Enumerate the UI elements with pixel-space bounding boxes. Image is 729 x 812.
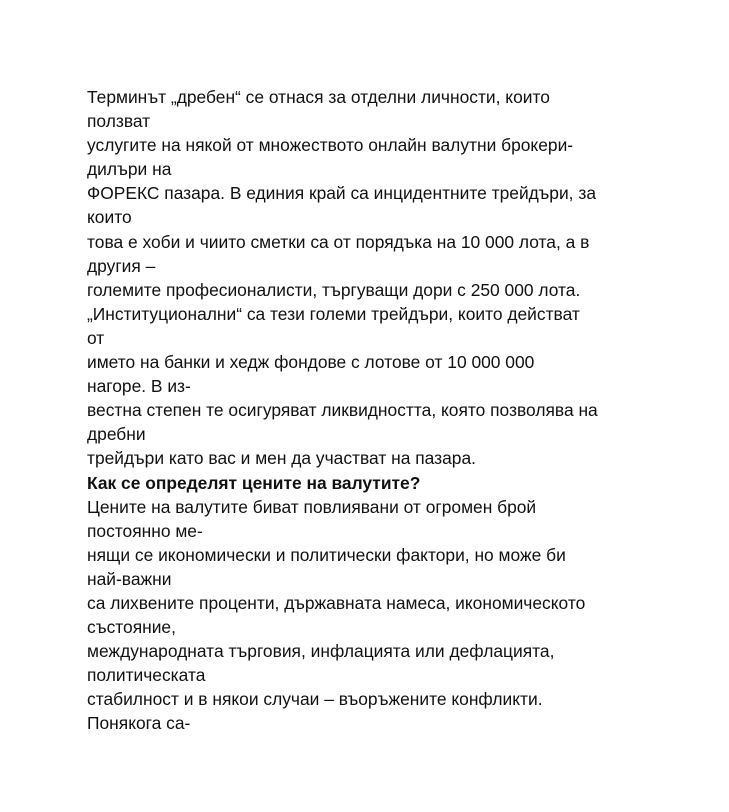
text-line: международната търговия, инфлацията или дефлацията, bbox=[87, 641, 555, 662]
text-line: Терминът „дребен“ се отнася за отделни личности, които bbox=[87, 87, 550, 107]
text-line: политическата bbox=[87, 665, 206, 686]
text-line: които bbox=[87, 207, 132, 228]
document-page bbox=[87, 85, 647, 736]
section-heading: Как се определят цените на валутите? bbox=[87, 472, 421, 493]
text-line: това е хоби и чиито сметки са от порядъка на 10 000 лота, а в bbox=[87, 231, 590, 252]
text-line: дилъри на bbox=[87, 159, 172, 180]
text-line: Понякога са- bbox=[87, 713, 191, 734]
text-line: ФОРЕКС пазара. В единия край са инцидентните трейдъри, за bbox=[87, 183, 596, 204]
text-line: Цените на валутите биват повлиявани от огромен брой bbox=[87, 496, 537, 517]
text-line: нагоре. В из- bbox=[87, 376, 191, 397]
text-line: услугите на някой от множеството онлайн валутни брокери- bbox=[87, 135, 574, 156]
text-line: са лихвените проценти, държавната намеса, икономическото bbox=[87, 592, 586, 613]
text-line: състояние, bbox=[87, 617, 176, 638]
text-line: стабилност и в някои случаи – въоръжените конфликти. bbox=[87, 689, 543, 710]
text-line: големите професионалисти, търгуващи дори с 250 000 лота. bbox=[87, 279, 581, 300]
text-line: от bbox=[87, 327, 105, 348]
text-line: трейдъри като вас и мен да участват на пазара. bbox=[87, 448, 476, 469]
text-line: името на банки и хедж фондове с лотове от 10 000 000 bbox=[87, 352, 535, 373]
text-line: ползват bbox=[87, 111, 151, 132]
text-line: нящи се икономически и политически фактори, но може би bbox=[87, 544, 566, 565]
text-line: най-важни bbox=[87, 568, 172, 589]
text-line: „Институционални“ са тези големи трейдъри, които действат bbox=[87, 303, 580, 324]
text-line: дребни bbox=[87, 424, 146, 445]
text-line: вестна степен те осигуряват ликвидността, която позволява на bbox=[87, 400, 598, 421]
text-line: постоянно ме- bbox=[87, 520, 203, 541]
text-line: другия – bbox=[87, 255, 156, 276]
